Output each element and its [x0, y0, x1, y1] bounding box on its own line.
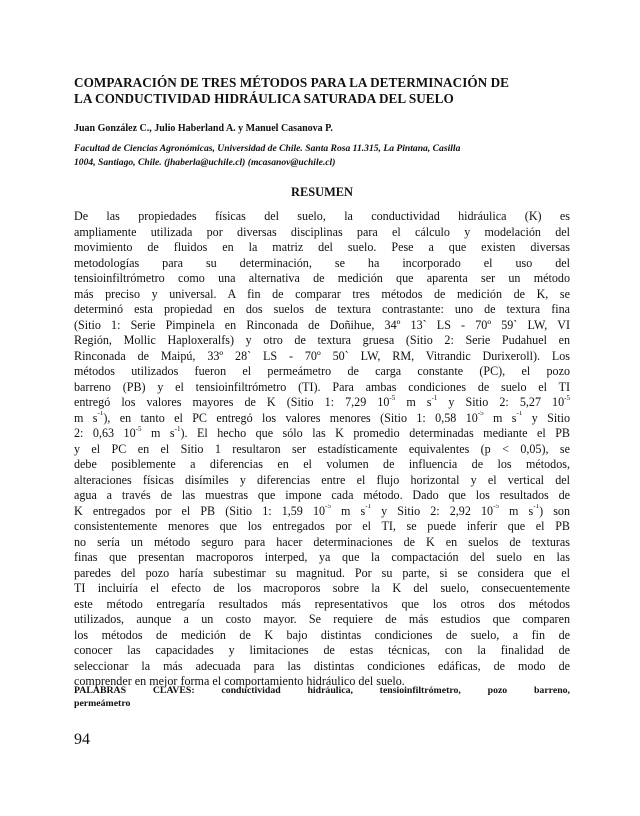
- abstract-line: tensioinfiltrómetro como una alternativa de medición que aparenta ser un método: [74, 271, 570, 285]
- superscript: -5: [135, 426, 142, 433]
- text-run: K entregados por el PB (Sitio 1: 1,59 10: [74, 503, 326, 518]
- abstract-line: [74, 426, 570, 442]
- text-run: m s: [141, 426, 175, 440]
- keywords-line: PALABRAS CLAVES: conductividad hidráulica, tensioinfiltrómetro, pozo barreno,: [74, 685, 570, 696]
- abstract-line: (Sitio 1: Serie Pimpinela en Rinconada de Doñihue, 34º 13` LS - 70º 59` LW, VI: [74, 317, 570, 332]
- abstract-line: finas que presentan macroporos interped, ya que la compactación del suelo en las: [74, 550, 570, 564]
- abstract-line: los métodos de medición de K bajo distintas condiciones de suelo, a fin de: [74, 627, 570, 642]
- superscript: -1: [431, 395, 438, 402]
- abstract-line: Región, Mollic Haploxeralfs) y otro de textura gruesa (Sitio 2: Serie Pudahuel en: [74, 333, 570, 347]
- abstract-line: ampliamente utilizada por diversas disciplinas para el cálculo y modelación del: [74, 224, 570, 239]
- abstract-line: De las propiedades físicas del suelo, la conductividad hidráulica (K) es: [74, 209, 570, 223]
- abstract-line: [74, 504, 570, 520]
- text-run: m s: [74, 410, 98, 425]
- abstract-line: seleccionar la más adecuada para las distintas condiciones edáficas, de modo de: [74, 658, 570, 673]
- superscript: -5: [564, 395, 570, 402]
- abstract-line: movimiento de fluidos en la matriz del suelo. Pese a que existen diversas: [74, 240, 570, 254]
- abstract-line: alteraciones físicas disímiles y diferencias entre el flujo horizontal y el vertical del: [74, 472, 570, 487]
- abstract-line: determinó esta propiedad en dos suelos de textura contrastante: uno de textura fina: [74, 302, 570, 316]
- text-run: m s: [498, 503, 534, 518]
- title-line: LA CONDUCTIVIDAD HIDRÁULICA SATURADA DEL SUELO: [74, 91, 454, 106]
- superscript: -5: [477, 410, 484, 418]
- abstract-line: [74, 411, 570, 427]
- abstract-line: metodologías para su determinación, se ha incorporado el uso del: [74, 255, 570, 270]
- superscript: -5: [389, 395, 396, 402]
- abstract-line: conocer las capacidades y limitaciones de estas técnicas, con la finalidad de: [74, 643, 570, 657]
- abstract-line: comprender en mejor forma el comportamiento hidráulico del suelo.: [74, 674, 405, 688]
- abstract-line: debe posiblemente a diferencias en el volumen de influencia de los métodos,: [74, 457, 570, 471]
- abstract-line: paredes del pozo haría subestimar su magnitud. Por su parte, si se considera que el: [74, 565, 570, 580]
- superscript: -5: [325, 503, 331, 511]
- text-run: ) son: [539, 503, 570, 518]
- abstract-line: y el PC en el Sitio 1 resultaron ser estadísticamente equivalentes (p < 0,05), se: [74, 441, 570, 456]
- text-run: 2: 0,63 10: [74, 426, 136, 440]
- superscript: -1: [97, 410, 104, 418]
- abstract-line: utilizados, aunque a un costo mayor. Se requiere de más estudios que comparen: [74, 612, 570, 626]
- authors: Juan González C., Julio Haberland A. y Manuel Casanova P.: [74, 123, 333, 134]
- superscript: -1: [516, 410, 523, 418]
- abstract-line: este método entregaría resultados más representativos que los otros dos métodos: [74, 596, 570, 611]
- superscript: -5: [493, 503, 499, 511]
- superscript: -1: [533, 503, 540, 511]
- page-number: 94: [74, 731, 90, 748]
- affiliation: [74, 142, 570, 170]
- abstract-line: consistentemente menores que los entregados por el TI, se puede inferir que el PB: [74, 519, 570, 533]
- text-run: entregó los valores mayores de K (Sitio 1: 7,29 10: [74, 395, 390, 409]
- abstract-line: TI incluiría el efecto de los macroporos sobre la K del suelo, consecuentemente: [74, 581, 570, 595]
- keywords: [74, 684, 570, 710]
- abstract-line: agua a través de las muestras que impone cada método. Dado que los resultados de: [74, 488, 570, 502]
- affiliation-line: Facultad de Ciencias Agronómicas, Universidad de Chile. Santa Rosa 11.315, La Pintana, Casilla: [74, 143, 461, 154]
- text-run: m s: [395, 395, 432, 409]
- text-run: ). El hecho que sólo las K promedio determinadas mediante el PB: [180, 426, 570, 440]
- abstract-body: [74, 209, 570, 690]
- abstract-line: barreno (PB) y el tensioinfiltrómetro (TI). Para ambas condiciones de suelo el TI: [74, 379, 570, 394]
- abstract-line: métodos utilizados fueron el permeámetro de carga constante (PC), el pozo: [74, 364, 570, 378]
- abstract-line: [74, 395, 570, 411]
- text-run: m s: [483, 410, 517, 425]
- title-line: COMPARACIÓN DE TRES MÉTODOS PARA LA DETERMINACIÓN DE: [74, 75, 510, 90]
- abstract-line: Rinconada de Maipú, 33º 28` LS - 70º 50` LW, RM, Vitrandic Durixeroll). Los: [74, 348, 570, 363]
- text-run: y Sitio: [522, 410, 570, 425]
- superscript: -1: [365, 503, 372, 511]
- abstract-line: no sería un método seguro para hacer determinaciones de K en suelos de texturas: [74, 534, 570, 549]
- paper-title: [74, 75, 554, 107]
- keywords-line: permeámetro: [74, 698, 131, 709]
- text-run: ), en tanto el PC entregó los valores menores (Sitio 1: 0,58 10: [103, 410, 478, 425]
- text-run: m s: [330, 503, 366, 518]
- abstract-heading: RESUMEN: [291, 185, 353, 199]
- superscript: -1: [174, 426, 181, 433]
- text-run: y Sitio 2: 2,92 10: [371, 503, 494, 518]
- text-run: y Sitio 2: 5,27 10: [437, 395, 565, 409]
- affiliation-line: 1004, Santiago, Chile. (jhaberla@uchile.cl) (mcasanov@uchile.cl): [74, 157, 336, 168]
- abstract-line: más preciso y universal. A fin de comparar tres métodos de medición de K, se: [74, 286, 570, 301]
